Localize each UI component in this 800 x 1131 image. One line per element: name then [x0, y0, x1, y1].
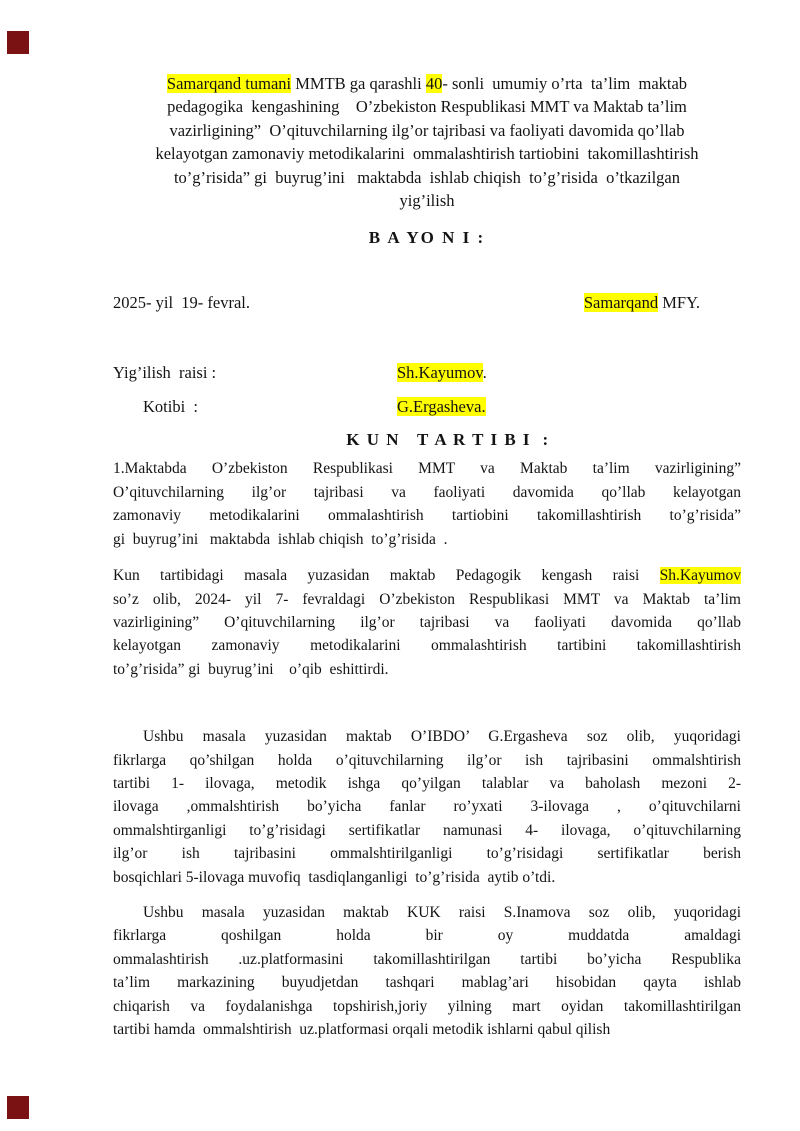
text-span: Ushbu masala yuzasidan maktab KUK raisi S.Inamova soz olib, yuqoridagi — [143, 903, 741, 921]
date-location-row — [113, 291, 741, 314]
text-span: 1.Maktabda O’zbekiston Respublikasi MMT va Maktab ta’lim vazirligining” — [113, 460, 741, 478]
highlighted-text: G.Ergasheva. — [397, 396, 486, 416]
document-title — [113, 0, 741, 212]
highlighted-text: 40 — [425, 74, 443, 93]
paragraph — [113, 901, 741, 1041]
title-line — [113, 142, 741, 165]
paragraph-line — [113, 528, 741, 551]
official-line — [113, 361, 741, 384]
text-span: MFY. — [658, 292, 700, 312]
title-line — [113, 119, 741, 142]
text-span: yig’ilish — [399, 191, 455, 211]
text-span: kelayotgan zamonaviy metodikalarini ommalashtirish tartiobini takomillashtirish — [155, 144, 699, 164]
text-column — [113, 0, 741, 1041]
text-span: zamonaviy metodikalarini ommalashtirish tartiobini takomillashtirish to’g’risida” — [113, 507, 741, 525]
paragraph-line — [113, 995, 741, 1018]
text-span: ta’lim markazining buyudjetdan tashqari mablag’ari hisobidan qayta ishlab — [113, 974, 741, 992]
text-span: bosqichlari 5-ilovaga muvofiq tasdiqlanganligi to’g’risida aytib o’tdi. — [113, 868, 556, 886]
text-span: fikrlarga qoshilgan holda bir oy muddatda amaldagi — [113, 927, 741, 945]
paragraph-line — [113, 866, 741, 889]
text-span: ilovaga ,ommalshtirish bo’yicha fanlar ro’yxati 3-ilovaga , o’qituvchilarni — [113, 798, 741, 816]
text-span: ilg’or ish tajribasini ommalshtirilganligi to’g’risidagi sertifikatlar berish — [113, 845, 741, 863]
text-span: fikrlarga qo’shilgan holda o’qituvchilarning ilg’or ish tajribasini ommalshtirish — [113, 751, 741, 769]
text-span: tartibi 1- ilovaga, metodik ishga qo’yilgan talablar va baholash mezoni 2- — [113, 774, 741, 792]
paragraph-line — [113, 504, 741, 527]
paragraph-line — [113, 457, 741, 480]
paragraph-line — [113, 634, 741, 657]
paragraph-line — [113, 725, 741, 748]
paragraph — [113, 725, 741, 889]
paragraph-line — [113, 948, 741, 971]
official-label: Kotibi : — [143, 396, 199, 416]
text-span: Kun tartibidagi masala yuzasidan maktab Pedagogik kengash raisi — [113, 567, 660, 585]
text-span: vazirligining” O’qituvchilarning ilg’or tajribasi va faoliyati davomida qo’llab — [169, 120, 685, 140]
title-line — [113, 72, 741, 95]
paragraph-line — [113, 971, 741, 994]
paragraph-line — [113, 588, 741, 611]
official-label: Yig’ilish raisi : — [113, 363, 217, 383]
bayoni-heading: B A YO N I : — [368, 228, 486, 248]
text-span: . — [482, 363, 487, 383]
paragraph-line — [113, 924, 741, 947]
text-span: chiqarish va foydalanishga topshirish,joriy yilning mart oyidan takomillashtirilgan — [113, 997, 741, 1015]
corner-mark-bottom-left — [7, 1096, 29, 1119]
text-span: MMTB ga qarashli — [291, 74, 426, 93]
highlighted-text: Samarqand — [583, 292, 659, 312]
text-span: to’g’risida” gi buyrug’ini maktabda ishlab chiqish to’g’risida o’tkazilgan — [173, 167, 681, 187]
paragraph — [113, 564, 741, 681]
highlighted-text: Sh.Kayumov — [659, 567, 741, 585]
text-span: to’g’risida” gi buyrug’ini o’qib eshittirdi. — [113, 660, 389, 678]
text-span: - sonli umumiy o’rta ta’lim maktab — [442, 74, 688, 93]
location-text — [584, 291, 700, 314]
text-span: O’qituvchilarning ilg’or tajribasi va faoliyati davomida qo’llab kelayotgan — [113, 483, 741, 501]
title-line — [113, 166, 741, 189]
title-line — [113, 189, 741, 212]
paragraph — [113, 457, 741, 551]
text-span: so’z olib, 2024- yil 7- fevraldagi O’zbekiston Respublikasi MMT va Maktab ta’lim — [113, 590, 741, 608]
text-span: ommalashtirish .uz.platformasini takomillashtirilgan tartibi bo’yicha Respublika — [113, 950, 741, 968]
highlighted-text: Sh.Kayumov — [397, 363, 483, 383]
paragraph-line — [113, 611, 741, 634]
paragraph-line — [113, 795, 741, 818]
highlighted-text: Samarqand tumani — [166, 74, 292, 93]
text-span: kelayotgan zamonaviy metodikalarini ommalashtirish tartibini takomillashtirish — [113, 637, 741, 655]
text-span: pedagogika kengashining O’zbekiston Respublikasi MMT va Maktab ta’lim — [167, 97, 687, 117]
paragraph-line — [113, 481, 741, 504]
title-line — [113, 95, 741, 118]
corner-mark-top-left — [7, 31, 29, 54]
paragraph-line — [113, 772, 741, 795]
paragraph-line — [113, 901, 741, 924]
official-line — [113, 395, 741, 418]
paragraph-line — [113, 819, 741, 842]
paragraph-line — [113, 749, 741, 772]
officials-block — [113, 361, 741, 418]
text-span: Ushbu masala yuzasidan maktab O’IBDO’ G.Ergasheva soz olib, yuqoridagi — [143, 728, 741, 746]
text-span: vazirligining” O’qituvchilarning ilg’or tajribasi va faoliyati davomida qo’llab — [113, 613, 741, 631]
body-paragraphs — [113, 457, 741, 1041]
paragraph-line — [113, 842, 741, 865]
date-text: 2025- yil 19- fevral. — [113, 292, 251, 312]
text-span: ommalshtirganligi to’g’risidagi sertifikatlar namunasi 4- ilovaga, o’qituvchilarning — [113, 821, 741, 839]
paragraph-line — [113, 564, 741, 587]
text-span: gi buyrug’ini maktabda ishlab chiqish to’g’risida . — [113, 530, 448, 548]
paragraph-line — [113, 658, 741, 681]
text-span: tartibi hamda ommalshtirish uz.platformasi orqali metodik ishlarni qabul qilish — [113, 1021, 611, 1038]
paragraph-line — [113, 1018, 741, 1041]
kun-tartibi-heading: K U N T A R T I B I : — [346, 430, 550, 450]
